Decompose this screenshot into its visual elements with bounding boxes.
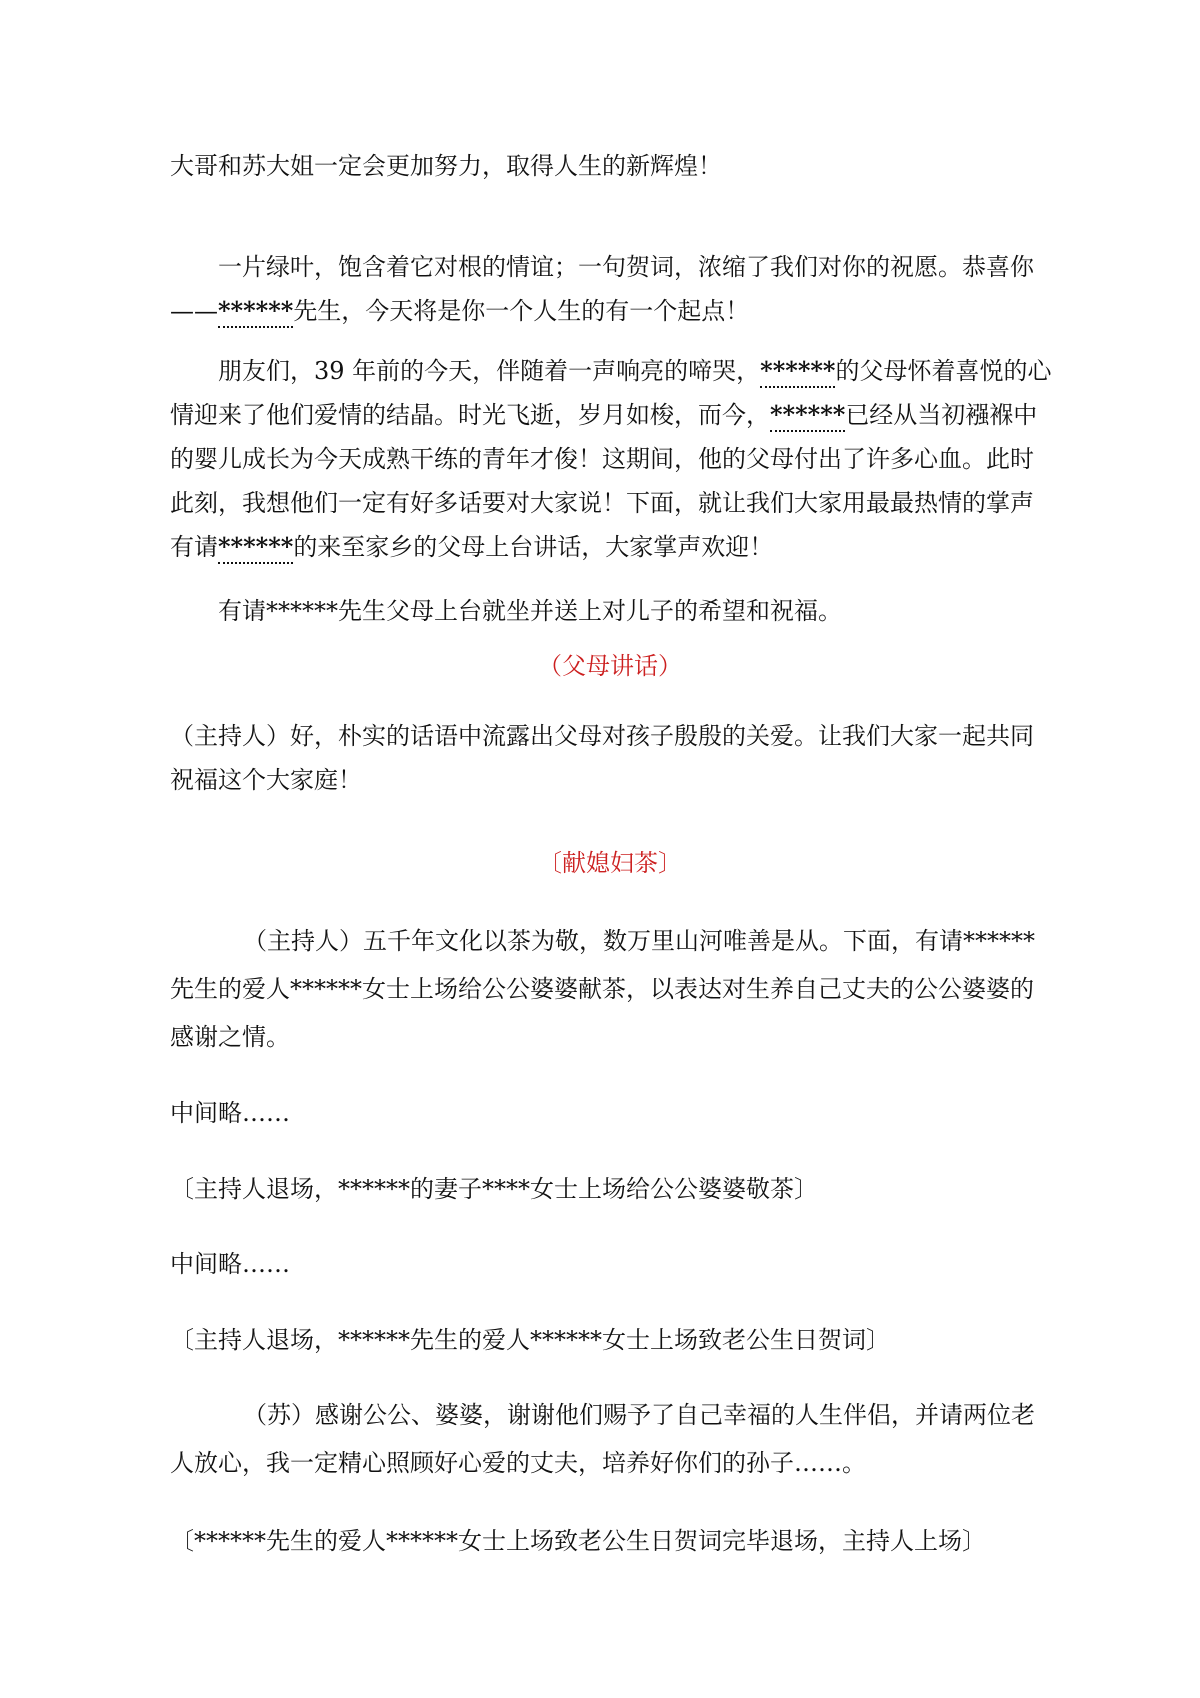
host-tea-line-3: 感谢之情。	[170, 1023, 290, 1051]
friends-line-1-suffix: 的父母怀着喜悦的心	[835, 357, 1052, 385]
stage-direction-2: 〔主持人退场，******先生的爱人******女士上场致老公生日贺词〕	[170, 1326, 890, 1354]
continuation-paragraph: 大哥和苏大姐一定会更加努力，取得人生的新辉煌！	[170, 152, 722, 180]
friends-line-2	[170, 392, 1050, 438]
masked-name: ******	[218, 296, 293, 328]
friends-line-5-prefix: 有请	[170, 533, 218, 561]
host-after-parents-line-2: 祝福这个大家庭！	[170, 766, 362, 794]
masked-name: ******	[770, 400, 845, 432]
stage-direction-1: 〔主持人退场，******的妻子****女士上场给公公婆婆敬茶〕	[170, 1175, 818, 1203]
section-heading-tea: 〔献媳妇茶〕	[538, 849, 682, 877]
stage-direction-3: 〔******先生的爱人******女士上场致老公生日贺词完毕退场，主持人上场〕	[170, 1527, 986, 1555]
friends-line-2-prefix: 情迎来了他们爱情的结晶。时光飞逝，岁月如梭，而今，	[170, 401, 770, 429]
host-tea-line-1: （主持人）五千年文化以茶为敬，数万里山河唯善是从。下面，有请******	[243, 927, 1035, 955]
host-after-parents-line-1: （主持人）好，朴实的话语中流露出父母对孩子殷殷的关爱。让我们大家一起共同	[170, 722, 1034, 750]
su-speech-line-1: （苏）感谢公公、婆婆，谢谢他们赐予了自己幸福的人生伴侣，并请两位老	[243, 1401, 1035, 1429]
friends-line-5-suffix: 的来至家乡的父母上台讲话，大家掌声欢迎！	[293, 533, 774, 561]
omitted-text-2: 中间略……	[170, 1250, 290, 1278]
su-speech-line-2: 人放心，我一定精心照顾好心爱的丈夫，培养好你们的孙子……。	[170, 1449, 866, 1477]
masked-name: ******	[760, 356, 835, 388]
dash-prefix: ——	[170, 297, 218, 325]
friends-line-1-prefix: 朋友们，39 年前的今天，伴随着一声响亮的啼哭，	[218, 357, 761, 385]
host-tea-line-2: 先生的爱人******女士上场给公公婆婆献茶，以表达对生养自己丈夫的公公婆婆的	[170, 975, 1034, 1003]
section-heading-parents-speech: （父母讲话）	[538, 652, 682, 680]
friends-line-3: 的婴儿成长为今天成熟干练的青年才俊！这期间，他的父母付出了许多心血。此时	[170, 445, 1034, 473]
green-leaf-line-1: 一片绿叶，饱含着它对根的情谊；一句贺词，浓缩了我们对你的祝愿。恭喜你	[218, 253, 1034, 281]
friends-line-5	[170, 524, 1050, 570]
friends-line-1	[218, 348, 1050, 394]
omitted-text-1: 中间略……	[170, 1099, 290, 1127]
friends-line-2-suffix: 已经从当初襁褓中	[845, 401, 1038, 429]
invite-parents-line: 有请******先生父母上台就坐并送上对儿子的希望和祝福。	[218, 597, 842, 625]
friends-line-4: 此刻，我想他们一定有好多话要对大家说！下面，就让我们大家用最最热情的掌声	[170, 489, 1034, 517]
green-leaf-line-2-suffix: 先生，今天将是你一个人生的有一个起点！	[293, 297, 750, 325]
green-leaf-line-2	[170, 288, 1050, 334]
masked-name: ******	[218, 532, 293, 564]
